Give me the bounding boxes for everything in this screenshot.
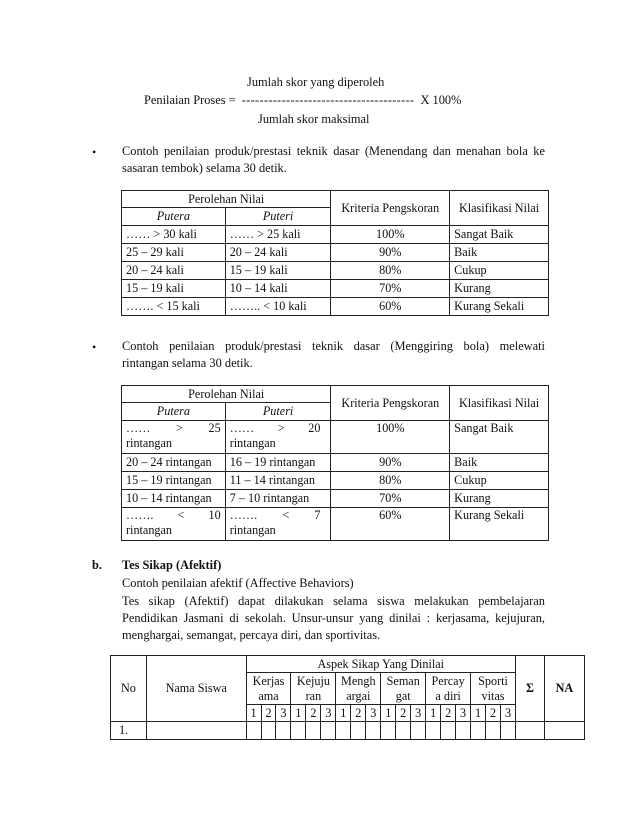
- cell-putera: 15 – 19 kali: [122, 280, 226, 298]
- table-row: [122, 490, 549, 508]
- cell-kriteria: 80%: [331, 262, 450, 280]
- cell-puteri-num: 20: [308, 421, 321, 435]
- cell-no: 1.: [111, 722, 147, 740]
- cell-puteri: 15 – 19 kali: [225, 262, 331, 280]
- cell-puteri: …… > 25 kali: [225, 226, 331, 244]
- bullet-icon: •: [92, 340, 97, 354]
- cell-kriteria: 100%: [331, 226, 450, 244]
- cell-putera-dots: ……: [126, 421, 151, 435]
- header-perolehan-nilai: Perolehan Nilai: [122, 191, 331, 208]
- score-label: 2: [351, 705, 366, 722]
- header-perolehan-nilai: Perolehan Nilai: [122, 386, 331, 403]
- cell-klasifikasi: Baik: [450, 244, 549, 262]
- score-label: 1: [471, 705, 486, 722]
- header-aspek: Kejuju ran: [291, 673, 336, 705]
- score-label: 2: [261, 705, 276, 722]
- cell-puteri: [225, 421, 331, 454]
- cell-puteri-dots: …….: [229, 508, 258, 522]
- cell-puteri: 11 – 14 rintangan: [225, 472, 331, 490]
- cell-putera-unit: rintangan: [126, 523, 173, 537]
- formula-numerator: Jumlah skor yang diperoleh: [247, 75, 385, 89]
- cell-kriteria: 90%: [331, 454, 450, 472]
- cell-kriteria: 60%: [331, 508, 450, 541]
- table-row: [122, 280, 549, 298]
- score-label: 1: [291, 705, 306, 722]
- score-label: 3: [411, 705, 426, 722]
- table-produk-menendang: [121, 190, 549, 316]
- table-row: [122, 454, 549, 472]
- cell-klasifikasi: Kurang Sekali: [450, 508, 549, 541]
- table-row: [122, 244, 549, 262]
- formula-lhs: Penilaian Proses =: [144, 93, 236, 107]
- score-label: 2: [441, 705, 456, 722]
- cell-putera: 20 – 24 kali: [122, 262, 226, 280]
- cell-puteri: …….. < 10 kali: [225, 298, 331, 316]
- table-row: [111, 722, 585, 740]
- cell-puteri-op: <: [282, 508, 290, 522]
- cell-puteri: [225, 508, 331, 541]
- cell-puteri: 20 – 24 kali: [225, 244, 331, 262]
- cell-puteri-unit: rintangan: [229, 523, 276, 537]
- table-row: [122, 298, 549, 316]
- cell-kriteria: 60%: [331, 298, 450, 316]
- section-b-line3: menghargai, semangat, percaya diri, dan sportivitas.: [122, 628, 381, 642]
- cell-kriteria: 90%: [331, 244, 450, 262]
- cell-putera: ……. < 15 kali: [122, 298, 226, 316]
- cell-putera: 25 – 29 kali: [122, 244, 226, 262]
- header-klasifikasi: Klasifikasi Nilai: [450, 191, 549, 226]
- score-label: 1: [336, 705, 351, 722]
- header-aspek: Sporti vitas: [471, 673, 516, 705]
- table-produk-menggiring: [121, 385, 549, 541]
- cell-putera: 15 – 19 rintangan: [122, 472, 226, 490]
- score-label: 1: [381, 705, 396, 722]
- section-b-paragraph: [122, 593, 545, 644]
- cell-klasifikasi: Sangat Baik: [450, 421, 549, 454]
- table-row: [122, 262, 549, 280]
- table-row: [122, 472, 549, 490]
- cell-klasifikasi: Kurang: [450, 280, 549, 298]
- cell-klasifikasi: Baik: [450, 454, 549, 472]
- cell-sum: [515, 722, 544, 740]
- score-label: 3: [501, 705, 516, 722]
- cell-kriteria: 70%: [331, 490, 450, 508]
- bullet1-line1: Contoh penilaian produk/prestasi teknik dasar (Menendang dan menahan bola ke: [122, 144, 545, 158]
- header-sum-icon: Σ: [515, 656, 544, 722]
- header-aspek: Percay a diri: [426, 673, 471, 705]
- header-kriteria: Kriteria Pengskoran: [331, 386, 450, 421]
- header-no: No: [111, 656, 147, 722]
- cell-puteri: 7 – 10 rintangan: [225, 490, 331, 508]
- header-na: NA: [544, 656, 584, 722]
- cell-kriteria: 80%: [331, 472, 450, 490]
- section-b-line2: Pendidikan Jasmani di sekolah. Unsur-unsur yang dinilai : kerjasama, kejujuran,: [122, 611, 545, 625]
- score-label: 2: [396, 705, 411, 722]
- header-aspek-sikap: Aspek Sikap Yang Dinilai: [246, 656, 515, 673]
- bullet1-line2: sasaran tembok) selama 30 detik.: [122, 161, 287, 175]
- header-aspek: Mengh argai: [336, 673, 381, 705]
- header-aspek: Kerjas ama: [246, 673, 291, 705]
- score-label: 3: [321, 705, 336, 722]
- score-label: 3: [456, 705, 471, 722]
- bullet-icon: •: [92, 145, 97, 159]
- cell-putera-dots: …….: [126, 508, 154, 522]
- cell-putera-op: <: [177, 508, 185, 522]
- header-puteri: Puteri: [225, 403, 331, 421]
- cell-kriteria: 100%: [331, 421, 450, 454]
- cell-putera-op: >: [176, 421, 183, 435]
- cell-putera: [122, 508, 226, 541]
- header-putera: Putera: [122, 208, 226, 226]
- formula-line: [144, 93, 461, 108]
- score-label: 3: [366, 705, 381, 722]
- cell-puteri: 10 – 14 kali: [225, 280, 331, 298]
- score-label: 2: [306, 705, 321, 722]
- cell-putera: 20 – 24 rintangan: [122, 454, 226, 472]
- score-label: 2: [486, 705, 501, 722]
- formula-rhs: X 100%: [420, 93, 462, 107]
- table-sikap: [110, 655, 585, 740]
- section-b-title: Tes Sikap (Afektif): [122, 558, 222, 572]
- section-b-line1: Tes sikap (Afektif) dapat dilakukan selama siswa melakukan pembelajaran: [122, 594, 545, 608]
- formula-denominator: Jumlah skor maksimal: [258, 112, 370, 126]
- score-label: 1: [426, 705, 441, 722]
- table-row: [122, 508, 549, 541]
- bullet2-text: [122, 338, 545, 372]
- table-row: [122, 226, 549, 244]
- cell-putera: …… > 30 kali: [122, 226, 226, 244]
- cell-puteri-op: >: [277, 421, 285, 435]
- bullet1-text: [122, 143, 545, 177]
- cell-kriteria: 70%: [331, 280, 450, 298]
- header-puteri: Puteri: [225, 208, 331, 226]
- cell-putera-num: 25: [208, 421, 221, 435]
- header-nama-siswa: Nama Siswa: [146, 656, 246, 722]
- cell-na: [544, 722, 584, 740]
- cell-klasifikasi: Sangat Baik: [450, 226, 549, 244]
- cell-puteri-dots: ……: [229, 421, 255, 435]
- score-label: 1: [246, 705, 261, 722]
- cell-puteri-unit: rintangan: [229, 436, 276, 450]
- table-row: [122, 421, 549, 454]
- cell-klasifikasi: Kurang Sekali: [450, 298, 549, 316]
- bullet2-line2: rintangan selama 30 detik.: [122, 356, 253, 370]
- bullet2-line1: Contoh penilaian produk/prestasi teknik dasar (Menggiring bola) melewati: [122, 339, 545, 353]
- section-b-subtitle: Contoh penilaian afektif (Affective Behaviors): [122, 576, 354, 590]
- score-label: 3: [276, 705, 291, 722]
- cell-puteri-num: 7: [314, 508, 321, 522]
- section-b-letter: b.: [92, 558, 102, 572]
- header-aspek: Seman gat: [381, 673, 426, 705]
- cell-putera: [122, 421, 226, 454]
- header-klasifikasi: Klasifikasi Nilai: [450, 386, 549, 421]
- cell-putera: 10 – 14 rintangan: [122, 490, 226, 508]
- header-putera: Putera: [122, 403, 226, 421]
- cell-nama: [146, 722, 246, 740]
- header-kriteria: Kriteria Pengskoran: [331, 191, 450, 226]
- cell-klasifikasi: Kurang: [450, 490, 549, 508]
- formula-dashes: ---------------------------------------: [241, 93, 415, 107]
- cell-klasifikasi: Cukup: [450, 472, 549, 490]
- cell-putera-num: 10: [208, 508, 221, 522]
- cell-puteri: 16 – 19 rintangan: [225, 454, 331, 472]
- cell-putera-unit: rintangan: [126, 436, 173, 450]
- cell-klasifikasi: Cukup: [450, 262, 549, 280]
